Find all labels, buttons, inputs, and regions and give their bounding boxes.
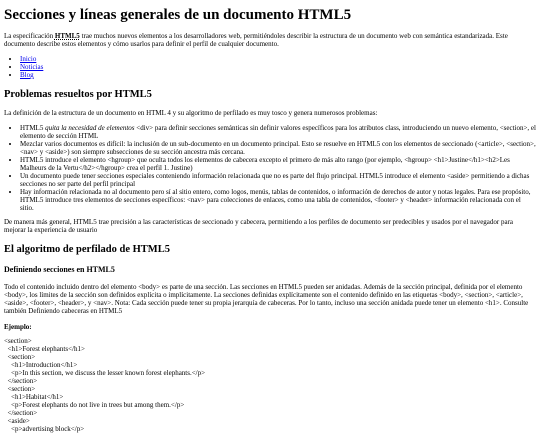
sections-body: Todo el contenido incluido dentro del elemento <body> es parte de una sección. Las secciones en HTML5 pueden ser anidadas. Además de la sección principal, definida por el elemento <body>, los límites de la sección son definidos explícita o implícitamente. La secciones definidas explícitamente son el contenido definido en las etiquetas <body>, <section>, <article>, <aside>, <footer>, <header>, y <nav>. Nota: Cada sección puede tener su propia jerarquía de cabeceras. Por lo tanto, incluso una sección anidada puede tener un elemento <h1>. Consulte también Definiendo cabeceras en HTML5: [4, 283, 529, 315]
nav-link-blog[interactable]: Blog: [20, 71, 34, 79]
problems-closing: De manera más general, HTML5 trae precisión a las características de seccionado y cabecera, permitiendo a los perfiles de documento ser predecibles y usados por el navegador para mejorar la experiencia de usuario: [4, 218, 514, 234]
list-item: • HTML5 quita la necesidad de elementos <div> para definir secciones semánticas sin definir valores específicos para los atributos class, introduciendo un nuevo elemento, <section>, el elemento de sección HTML: [20, 124, 536, 140]
sections-subheading: Definiendo secciones en HTML5: [4, 265, 115, 274]
list-item: • Mezclar varios documentos es difícil: la inclusión de un sub-documento en un documento principal. Esto se resuelve en HTML5 con los elementos de seccionado (<article>, <section>, <nav> y <aside>) son siempre subsecciones de su sección ancestra más cercana.: [20, 140, 536, 156]
nav-list: [4, 55, 536, 79]
nav-link-inicio[interactable]: Inicio: [20, 55, 37, 63]
problems-list: [4, 124, 536, 212]
nav-item: [20, 71, 536, 79]
html5-abbr[interactable]: HTML5: [54, 32, 80, 40]
algorithm-heading: El algoritmo de perfilado de HTML5: [4, 244, 170, 255]
nav-item: [20, 55, 536, 63]
problems-lead: La definición de la estructura de un documento en HTML 4 y su algoritmo de perfilado es muy tosco y genera numerosos problemas:: [4, 109, 378, 117]
code-example: <section> <h1>Forest elephants</h1> <section> <h1>Introduction</h1> <p>In this section, we discuss the lesser known forest elephants.</p> </section> <section> <h1>Habitat</h1> <p>Forest elephants do not live in trees but among them.</p> </section> <aside> <p>advertising block</p>: [4, 337, 206, 433]
nav-link-noticias[interactable]: Noticias: [20, 63, 44, 71]
example-label: Ejemplo:: [4, 323, 32, 331]
nav-item: [20, 63, 536, 71]
intro-paragraph: La especificación HTML5 trae muchos nuevos elementos a los desarrolladores web, permitiéndoles describir la estructura de un documento web con semántica estandarizada. Este documento describe estos elementos y cómo usarlos para definir el perfil de cualquier documento.: [4, 32, 508, 48]
list-item: • HTML5 introduce el elemento <hgroup> que oculta todos los elementos de cabecera excepto el primero de más alto rango (por ejemplo, <hgroup> <h1>Justine</h1><h2>Les Malheurs de la Vertu</h2></hgroup> crea el perfil 1. Justine): [20, 156, 536, 172]
page-title: Secciones y líneas generales de un documento HTML5: [4, 7, 352, 23]
list-item: • Un documento puede tener secciones especiales conteniendo información relacionada que no es parte del flujo principal. HTML5 introduce el elemento <aside> permitiendo a dichas secciones no ser parte del perfil principal: [20, 172, 536, 188]
problems-heading: Problemas resueltos por HTML5: [4, 89, 152, 100]
list-item: • Hay información relacionada no al documento pero sí al sitio entero, como logos, menús, tablas de contenidos, o información de derechos de autor y notas legales. Para ese propósito, HTML5 introduce tres elementos de secciones específicos: <nav> para colecciones de enlaces, como una tabla de contenidos, <footer> y <header> información relacionada con el sitio.: [20, 188, 536, 212]
